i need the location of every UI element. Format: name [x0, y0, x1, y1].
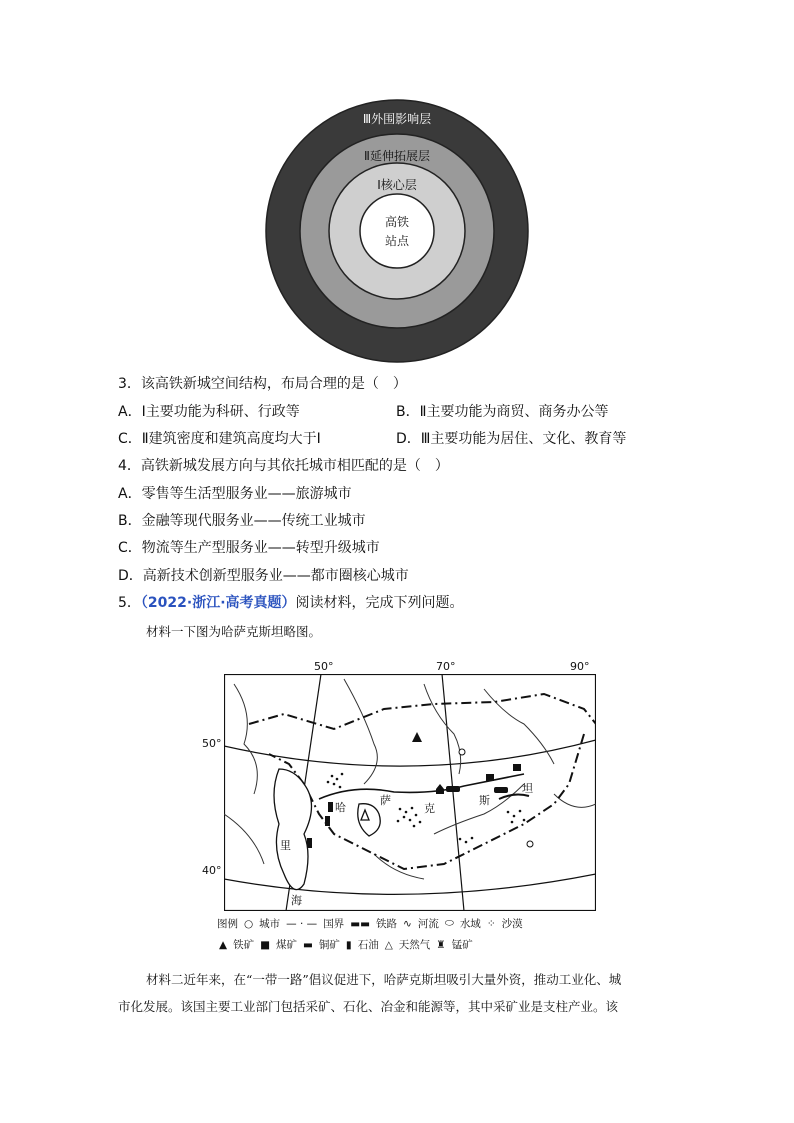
core-label-line1: 高铁 — [384, 215, 410, 229]
water-icon: ⬭ — [444, 917, 454, 929]
city-marker — [459, 749, 465, 755]
q3-option-b: B．Ⅱ主要功能为商贸、商务办公等 — [396, 404, 609, 420]
legend-oil: 石油 — [357, 939, 379, 951]
q5-number: 5． — [118, 595, 141, 611]
manganese-icon: ♜ — [436, 938, 446, 951]
legend-gas: 天然气 — [398, 939, 431, 951]
layer-2-label: Ⅱ延伸拓展层 — [364, 149, 430, 163]
q4-option-b: B．金融等现代服务业——传统工业城市 — [118, 513, 366, 529]
legend-water: 水域 — [459, 918, 481, 930]
lon-label-50: 50° — [314, 660, 334, 673]
material-2-line1: 材料二近年来，在“一带一路”倡议促进下，哈萨克斯坦吸引大量外资，推动工业化、城 — [146, 972, 622, 987]
layer-3-label: Ⅲ外围影响层 — [362, 112, 432, 126]
q4-option-a: A．零售等生活型服务业——旅游城市 — [118, 486, 352, 502]
desert-icon: ⁘ — [486, 917, 496, 930]
city-marker — [527, 841, 533, 847]
legend-desert: 沙漠 — [501, 918, 523, 930]
copper-icon: ▬ — [303, 938, 313, 951]
country-char-tan: 坦 — [522, 782, 533, 795]
lon-label-90: 90° — [570, 660, 590, 673]
legend-copper: 铜矿 — [318, 939, 340, 951]
kazakhstan-map — [224, 674, 596, 911]
legend-manganese: 锰矿 — [451, 939, 473, 951]
material-1: 材料一下图为哈萨克斯坦略图。 — [146, 624, 322, 639]
q4-option-c: C．物流等生产型服务业——转型升级城市 — [118, 540, 380, 556]
q5-header — [118, 593, 464, 613]
sea-char-li: 里 — [280, 839, 291, 852]
country-char-sa: 萨 — [380, 794, 391, 807]
coal-icon: ■ — [260, 938, 270, 951]
q3-option-c: C．Ⅱ建筑密度和建筑高度均大于Ⅰ — [118, 431, 321, 447]
legend-city: 城市 — [259, 918, 281, 930]
core-label-line2: 站点 — [384, 234, 410, 248]
legend-river: 河流 — [417, 918, 439, 930]
railway-icon: ▬▬ — [350, 917, 371, 930]
ring-diagram — [262, 98, 532, 364]
iron-icon: ▲ — [219, 938, 228, 951]
q4-stem: 4．高铁新城发展方向与其依托城市相匹配的是（ ） — [118, 458, 449, 474]
country-char-si: 斯 — [479, 794, 490, 807]
legend-coal: 煤矿 — [276, 939, 297, 951]
lat-label-50: 50° — [202, 737, 222, 750]
lat-label-40: 40° — [202, 864, 222, 877]
legend-title: 图例 — [217, 918, 238, 930]
oil-icon: ▮ — [345, 938, 352, 951]
sea-char-hai: 海 — [291, 894, 302, 907]
lon-label-70: 70° — [436, 660, 456, 673]
map-legend — [217, 916, 601, 952]
legend-iron: 铁矿 — [233, 939, 255, 951]
station-core — [360, 194, 434, 268]
border-icon: — · — — [286, 917, 318, 930]
q5-source: （2022·浙江·高考真题） — [140, 595, 296, 611]
q5-stem: 阅读材料，完成下列问题。 — [295, 595, 464, 611]
q3-stem: 3．该高铁新城空间结构，布局合理的是（ ） — [118, 376, 407, 392]
q4-option-d: D．高新技术创新型服务业——都市圈核心城市 — [118, 568, 409, 584]
q3-option-a: A．Ⅰ主要功能为科研、行政等 — [118, 404, 300, 420]
legend-border: 国界 — [323, 918, 345, 930]
layer-1-label: Ⅰ核心层 — [377, 178, 417, 192]
country-char-ke: 克 — [424, 802, 435, 815]
q3-option-d: D．Ⅲ主要功能为居住、文化、教育等 — [396, 431, 627, 447]
country-char-ha: 哈 — [335, 801, 346, 814]
river-icon: ∿ — [403, 917, 412, 930]
gas-icon: △ — [384, 938, 393, 951]
material-2-line2: 市化发展。该国主要工业部门包括采矿、石化、冶金和能源等，其中采矿业是支柱产业。该 — [118, 999, 619, 1014]
legend-railway: 铁路 — [376, 918, 398, 930]
city-icon: ○ — [244, 917, 254, 930]
